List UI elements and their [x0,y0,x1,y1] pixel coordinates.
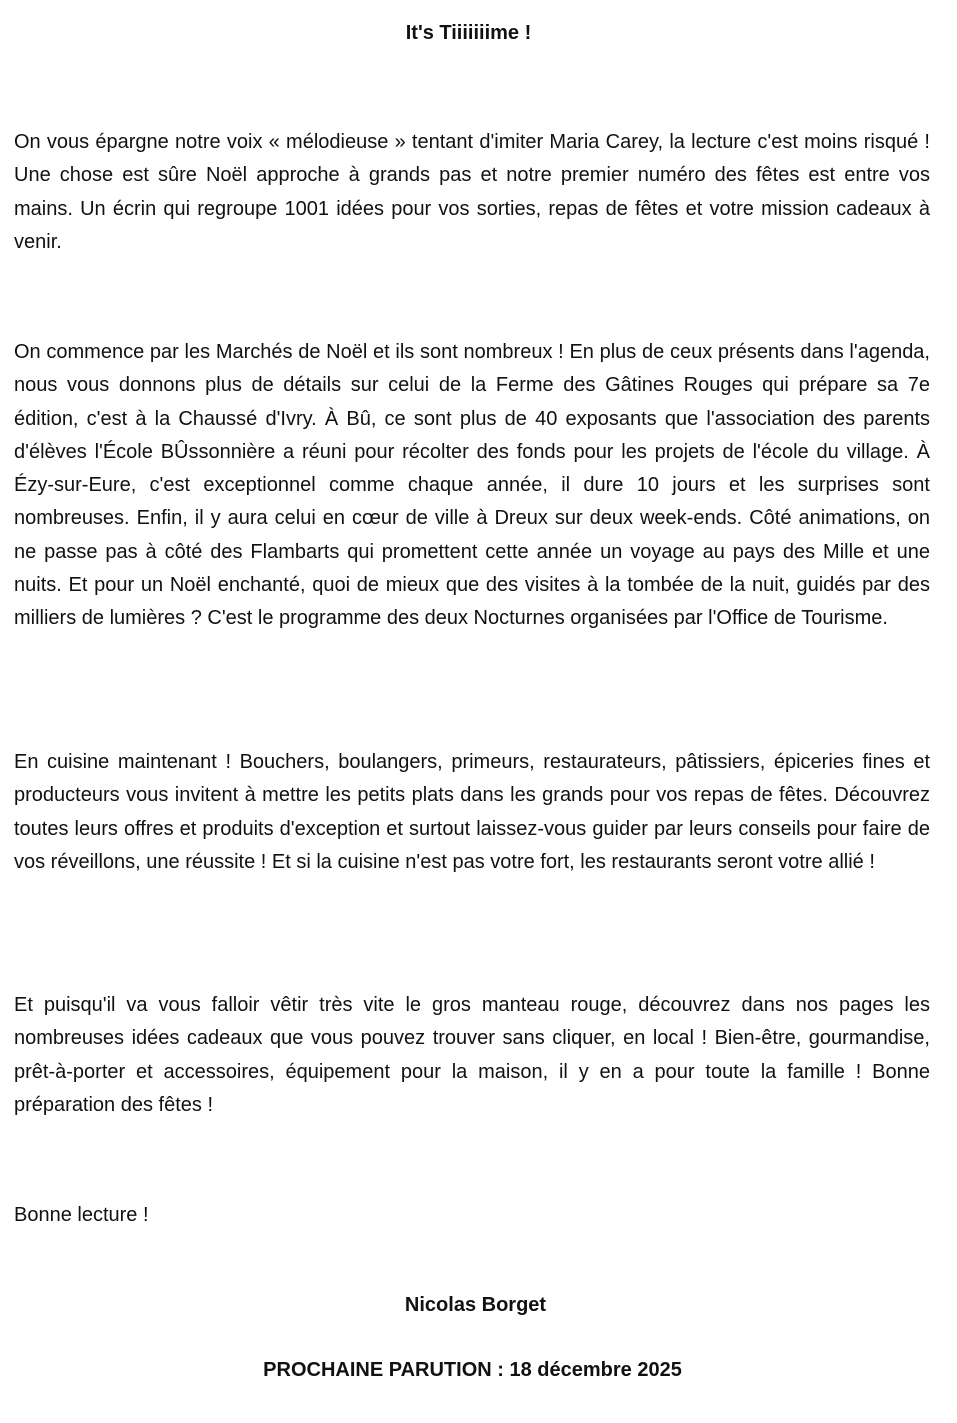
closing-paragraph: Bonne lecture ! [14,1204,149,1226]
author-signature: Nicolas Borget [404,1294,547,1316]
intro-paragraph: On vous épargne notre voix « mélodieuse » tentant d'imiter Maria Carey, la lecture c'est moins risqué ! Une chose est sûre Noël approche à grands pas et notre premier numéro des fêtes est entre vos mains. Un écrin qui regroupe 1001 idées pour vos sorties, repas de fêtes et votre mission cadeaux à venir. [14,131,930,253]
christmas-markets-paragraph: On commence par les Marchés de Noël et ils sont nombreux ! En plus de ceux présents dans l'agenda, nous vous donnons plus de détails sur celui de la Ferme des Gâtines Rouges qui prépare sa 7e édition, c'est à la Chaussé d'Ivry. À Bû, ce sont plus de 40 exposants que l'association des parents d'élèves l'École BÛssonnière a réuni pour récolter des fonds pour les projets de l'école du village. À Ézy-sur-Eure, c'est exceptionnel comme chaque année, il dure 10 jours et les surprises sont nombreuses. Enfin, il y aura celui en cœur de ville à Dreux sur deux week-ends. Côté animations, on ne passe pas à côté des Flambarts qui promettent cette année un voyage au pays des Mille et une nuits. Et pour un Noël enchanté, quoi de mieux que des visites à la tombée de la nuit, guidés par des milliers de lumières ? C'est le programme des deux Nocturnes organisées par l'Office de Tourisme. [14,341,930,630]
next-issue-notice: PROCHAINE PARUTION : 18 décembre 2025 [263,1359,682,1381]
editorial-title: It's Tiiiiiiime ! [405,22,532,44]
gift-ideas-paragraph: Et puisqu'il va vous falloir vêtir très vite le gros manteau rouge, découvrez dans nos pages les nombreuses idées cadeaux que vous pouvez trouver sans cliquer, en local ! Bien-être, gourmandise, prêt-à-porter et accessoires, équipement pour la maison, il y en a pour toute la famille ! Bonne préparation des fêtes ! [14,994,930,1116]
cuisine-paragraph: En cuisine maintenant ! Bouchers, boulangers, primeurs, restaurateurs, pâtissiers, épiceries fines et producteurs vous invitent à mettre les petits plats dans les grands pour vos repas de fêtes. Découvrez toutes leurs offres et produits d'exception et surtout laissez-vous guider par leurs conseils pour faire de vos réveillons, une réussite ! Et si la cuisine n'est pas votre fort, les restaurants seront votre allié ! [14,751,930,873]
